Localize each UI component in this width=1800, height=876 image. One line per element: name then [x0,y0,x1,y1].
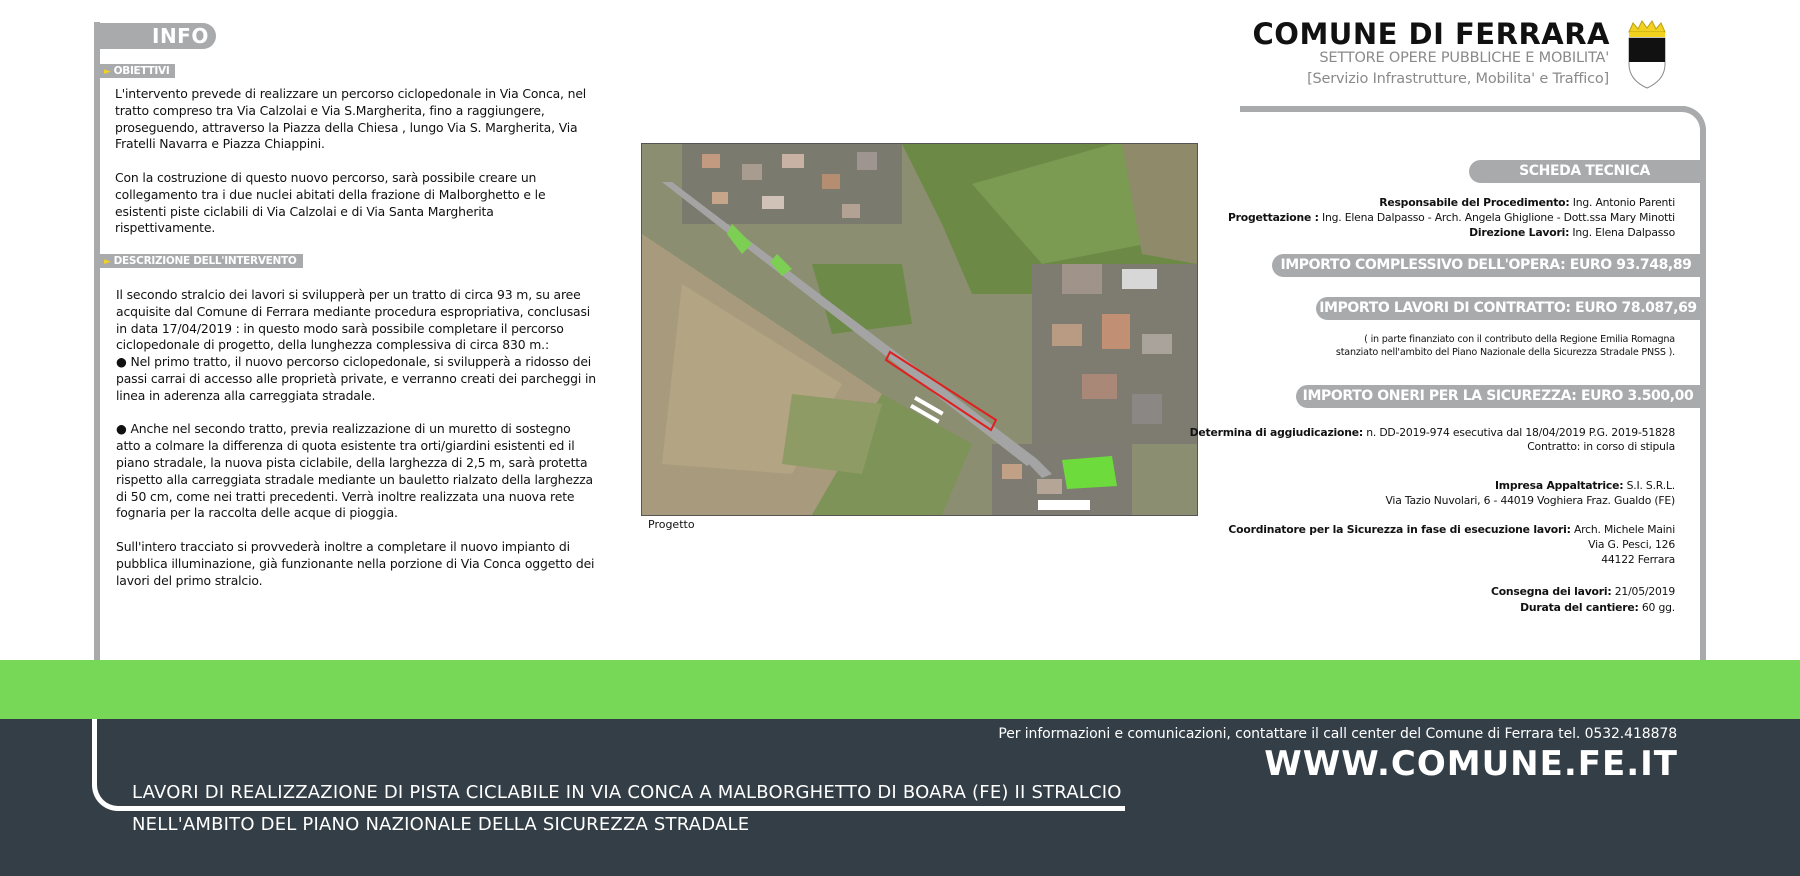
descrizione-paragraph-3: Sull'intero tracciato si provvederà inoltre a completare il nuovo impianto di pubblica illuminazione, già funzionante nella porzione di Via Conca oggetto dei lavori del primo stralcio. [116,538,595,588]
impresa-address: Via Tazio Nuvolari, 6 - 44019 Voghiera Fraz. Gualdo (FE) [1385,494,1675,507]
direzione-line: Direzione Lavori: Ing. Elena Dalpasso [1469,226,1675,239]
aerial-map-image [642,144,1197,515]
obiettivi-text [115,86,595,237]
footer-frame-line [130,806,1125,811]
obiettivi-paragraph-2: Con la costruzione di questo nuovo percorso, sarà possibile creare un collegamento tra i due nuclei abitati della frazione di Malborghetto e le esistenti piste ciclabili di Via Calzolai e di Via Santa Margherita rispettivamente. [115,169,546,236]
descrizione-text [116,287,598,589]
info-title: INFO [152,24,209,48]
consegna-line: Consegna dei lavori: 21/05/2019 [1490,585,1675,598]
descrizione-bullet-2: ● Anche nel secondo tratto, previa realizzazione di un muretto di sostegno atto a colmare la differenza di quota esistente tra orti/giardini esistenti ed il piano stradale, la nuova pista ciclabile, della larghezza di 2,5 m, sarà protetta rispetto alla carreggiata stradale mediante un bauletto rialzato della larghezza di 50 cm, come nei tratti precedenti. Verrà inoltre realizzata una nuova rete fognaria per la raccolta delle acque di pioggia. [116,421,594,521]
finanziamento-line-2: stanziato nell'ambito del Piano Nazionale della Sicurezza Stradale PNSS ). [1335,347,1675,358]
importo-opera-pill: IMPORTO COMPLESSIVO DELL'OPERA: EURO 93.748,89 [1272,254,1700,277]
comune-title: COMUNE DI FERRARA [1252,17,1610,51]
triangle-icon: ► [104,67,111,77]
coordinatore-street: Via G. Pesci, 126 [1588,538,1675,551]
descrizione-paragraph-1: Il secondo stralcio dei lavori si svilupperà per un tratto di circa 93 m, su aree acquisite dal Comune di Ferrara mediante procedura espropriativa, conclusasi in data 17/04/2019 : in questo modo sarà possibile completare il percorso ciclopedonale di progetto, della lunghezza complessiva di circa 830 m.: [116,287,591,353]
settore-subtitle: SETTORE OPERE PUBBLICHE E MOBILITA' [1319,50,1609,66]
contratto-line: Contratto: in corso di stipula [1527,440,1675,453]
obiettivi-label: ► OBIETTIVI [100,64,175,78]
info-frame-bar [94,22,100,660]
info-header [94,23,216,49]
determina-line: Determina di aggiudicazione: n. DD-2019-974 esecutiva dal 18/04/2019 P.G. 2019-51828 [1189,426,1675,439]
impresa-line: Impresa Appaltatrice: S.I. S.R.L. [1494,479,1675,492]
works-title: LAVORI DI REALIZZAZIONE DI PISTA CICLABILE IN VIA CONCA A MALBORGHETTO DI BOARA (FE) II STRALCIO [132,782,1122,803]
importo-oneri-pill: IMPORTO ONERI PER LA SICUREZZA: EURO 3.500,00 [1296,385,1700,408]
descrizione-label: ► DESCRIZIONE DELL'INTERVENTO [100,254,303,268]
finanziamento-line-1: ( in parte finanziato con il contributo della Regione Emilia Romagna [1364,334,1675,345]
contact-info: Per informazioni e comunicazioni, contattare il call center del Comune di Ferrara tel. 0532.418878 [998,726,1677,742]
scheda-frame-top [1240,106,1686,112]
durata-line: Durata del cantiere: 60 gg. [1520,601,1675,614]
importo-lavori-pill: IMPORTO LAVORI DI CONTRATTO: EURO 78.087,69 [1316,297,1700,320]
website-link[interactable]: WWW.COMUNE.FE.IT [1264,744,1678,784]
scheda-tecnica-header: SCHEDA TECNICA [1469,160,1700,183]
coordinatore-city: 44122 Ferrara [1601,553,1675,566]
scheda-frame-side [1700,138,1706,660]
servizio-subtitle: [Servizio Infrastrutture, Mobilita' e Traffico] [1307,71,1609,87]
ferrara-crest-icon [1624,20,1670,90]
descrizione-bullet-1: ● Nel primo tratto, il nuovo percorso ciclopedonale, si svilupperà a ridosso dei passi carrai di accesso alle proprietà private, e verranno creati dei parcheggi in linea in aderenza alla carreggiata stradale. [116,354,596,403]
progettazione-line: Progettazione : Ing. Elena Dalpasso - Arch. Angela Ghiglione - Dott.ssa Mary Minotti [1227,211,1675,224]
works-subtitle: NELL'AMBITO DEL PIANO NAZIONALE DELLA SICUREZZA STRADALE [132,814,750,835]
triangle-icon: ► [104,257,111,267]
obiettivi-paragraph-1: L'intervento prevede di realizzare un percorso ciclopedonale in Via Conca, nel tratto compreso tra Via Calzolai e Via S.Margherita, fino a raggiungere, proseguendo, attraverso la Piazza della Chiesa , lungo Via S. Margherita, Via Fratelli Navarra e Piazza Chiappini. [115,86,587,152]
footer-frame-curve [92,719,132,811]
map-caption: Progetto [648,518,695,531]
green-band [0,660,1800,719]
coordinatore-line: Coordinatore per la Sicurezza in fase di esecuzione lavori: Arch. Michele Maini [1228,523,1675,536]
responsabile-line: Responsabile del Procedimento: Ing. Antonio Parenti [1379,196,1675,209]
aerial-map [641,143,1198,516]
